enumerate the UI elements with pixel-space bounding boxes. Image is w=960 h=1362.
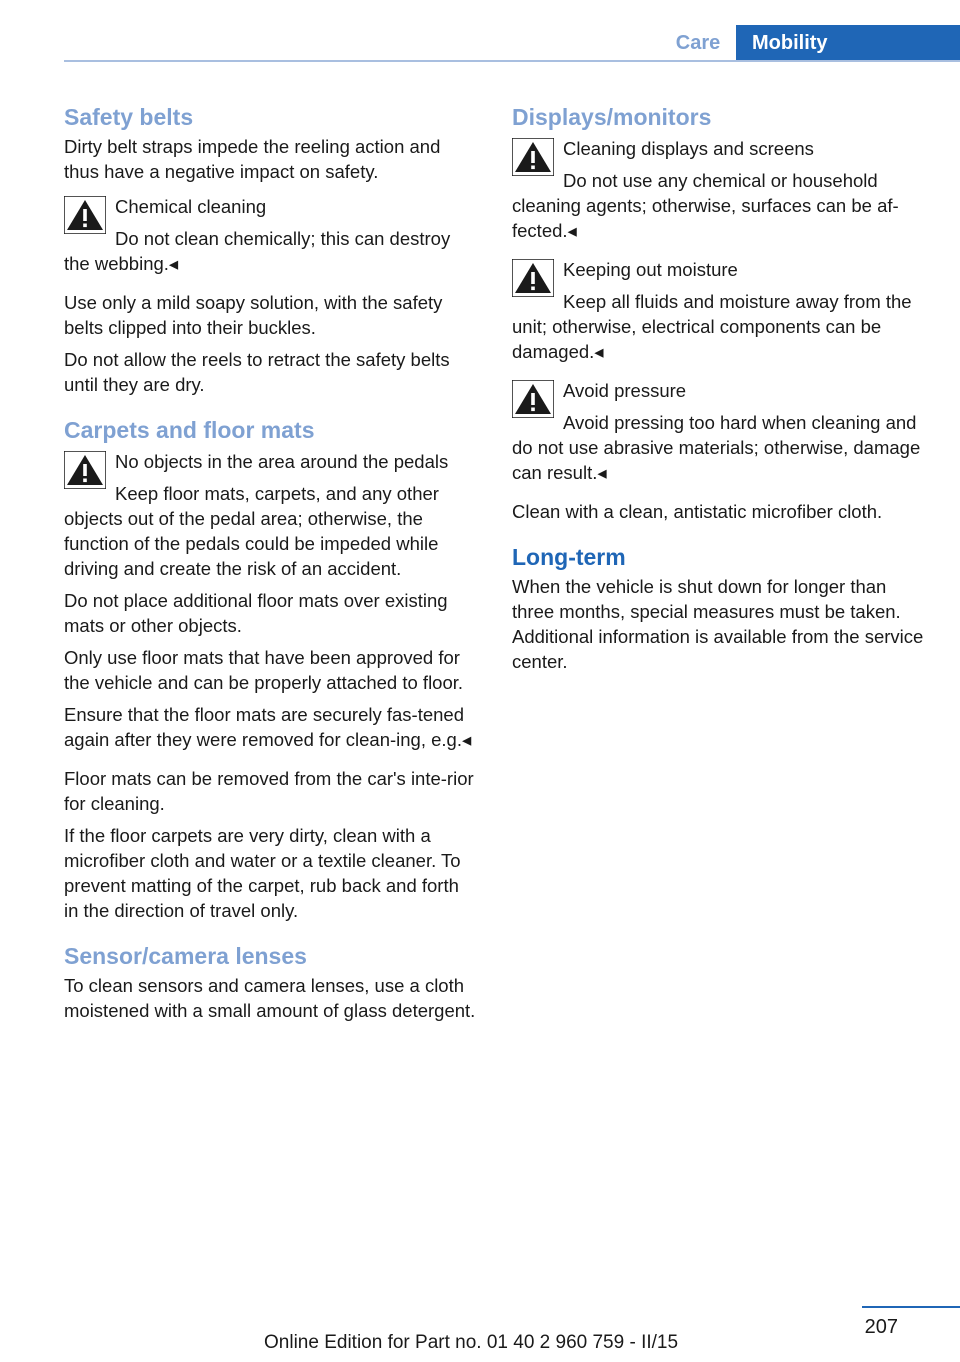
warning-title: Keeping out moisture <box>563 259 738 280</box>
warning-body: Avoid pressing too hard when cleaning and do not use abrasive materials; otherwise, damage can result.◂ <box>512 412 921 483</box>
warning-body: Only use floor mats that have been approved for the vehicle and can be properly attached to floor. <box>64 647 464 693</box>
warning-moisture <box>512 257 926 364</box>
tab-mobility[interactable]: Mobility <box>736 25 960 61</box>
warning-body: Ensure that the floor mats are securely fas‐tened again after they were removed for clean‐ing, e.g.◂ <box>64 704 472 750</box>
tab-care[interactable]: Care <box>675 32 721 54</box>
right-column <box>512 100 926 674</box>
long-term-intro: When the vehicle is shut down for longer than three months, special measures must be taken. Additional information is available from the service center. <box>512 576 924 672</box>
section-heading-carpets: Carpets and floor mats <box>64 417 315 443</box>
warning-triangle-icon <box>512 380 554 418</box>
section-heading-sensor-lenses: Sensor/camera lenses <box>64 943 307 969</box>
sensor-intro: To clean sensors and camera lenses, use a cloth moistened with a small amount of glass detergent. <box>64 975 476 1021</box>
warning-pedal-area <box>64 449 478 752</box>
warning-body: Do not use any chemical or household cleaning agents; otherwise, surfaces can be af‐fected.◂ <box>512 170 899 241</box>
safety-belts-paragraph: Use only a mild soapy solution, with the safety belts clipped into their buckles. <box>64 292 443 338</box>
warning-title: Avoid pressure <box>563 380 687 401</box>
warning-body: Keep floor mats, carpets, and any other objects out of the pedal area; otherwise, the function of the pedals could be impeded while driving and create the risk of an accident. <box>64 483 439 579</box>
warning-chemical-cleaning <box>64 194 478 276</box>
warning-title: Cleaning displays and screens <box>563 138 814 159</box>
displays-paragraph: Clean with a clean, antistatic microfiber cloth. <box>512 501 883 522</box>
section-heading-safety-belts: Safety belts <box>64 104 194 130</box>
warning-triangle-icon <box>512 138 554 176</box>
warning-triangle-icon <box>64 196 106 234</box>
safety-belts-intro: Dirty belt straps impede the reeling action and thus have a negative impact on safety. <box>64 136 441 182</box>
carpets-paragraph: If the floor carpets are very dirty, clean with a microfiber cloth and water or a textile cleaner. To prevent matting of the carpet, rub back and forth in the direction of travel only. <box>64 825 461 921</box>
warning-triangle-icon <box>64 451 106 489</box>
footer-rule <box>862 1306 960 1308</box>
section-heading-long-term: Long-term <box>512 544 626 570</box>
warning-triangle-icon <box>512 259 554 297</box>
warning-pressure <box>512 378 926 485</box>
page-number: 207 <box>864 1316 898 1338</box>
left-column <box>64 100 478 1023</box>
carpets-paragraph: Floor mats can be removed from the car's inte‐rior for cleaning. <box>64 768 474 814</box>
warning-title: Chemical cleaning <box>115 196 267 217</box>
edition-line: Online Edition for Part no. 01 40 2 960 759 - II/15 <box>264 1332 679 1353</box>
warning-body: Do not clean chemically; this can destroy the webbing.◂ <box>64 228 451 274</box>
section-heading-displays: Displays/monitors <box>512 104 712 130</box>
warning-body: Do not place additional floor mats over existing mats or other objects. <box>64 590 448 636</box>
safety-belts-paragraph: Do not allow the reels to retract the safety belts until they are dry. <box>64 349 450 395</box>
header-rule <box>64 60 960 62</box>
warning-title: No objects in the area around the pedals <box>115 451 449 472</box>
warning-cleaning-displays <box>512 136 926 243</box>
warning-body: Keep all fluids and moisture away from the unit; otherwise, electrical components can be damaged.◂ <box>512 291 912 362</box>
